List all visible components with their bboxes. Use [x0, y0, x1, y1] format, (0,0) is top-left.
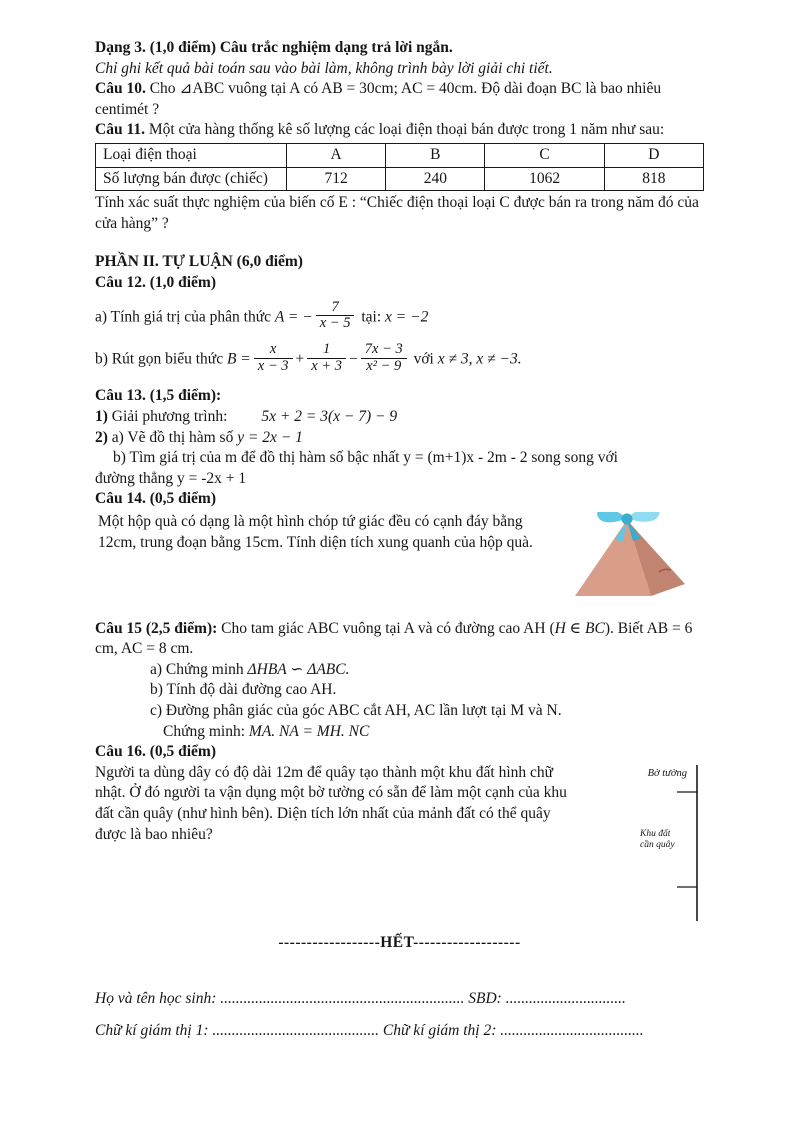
cau15-item-c: c) Đường phân giác của góc ABC cắt AH, AC lần lượt tại M và N. [150, 702, 562, 720]
cau11-question: Tính xác suất thực nghiệm của biến cố E : “Chiếc điện thoại loại C được bán ra trong năm đó của cửa hàng” ? [95, 194, 699, 232]
cau12-b-op2: − [349, 350, 358, 368]
cau15-item-c2-math: MA. NA = MH. NC [248, 722, 370, 740]
cau15-item-c2-pre: Chứng minh: [163, 722, 249, 740]
table-cell-col-d: D [604, 144, 703, 168]
cau13-part1-equation: 5x + 2 = 3(x − 7) − 9 [261, 407, 398, 425]
fraction-a-numerator: 7 [316, 300, 355, 317]
student-name-line [95, 989, 704, 1010]
cau12-a-value: x = −2 [385, 308, 429, 326]
cau13-part2b-line2: đường thẳng y = -2x + 1 [95, 469, 247, 487]
cau14-section [95, 512, 704, 611]
table-cell-type-label: Loại điện thoại [96, 144, 287, 168]
cau12-item-a [95, 298, 704, 334]
fraction-a-denominator: x − 5 [319, 315, 351, 332]
cau12-item-b [95, 341, 704, 376]
table-values-row [96, 167, 704, 191]
cau15-label: Câu 15 (2,5 điểm): [95, 619, 218, 637]
cau13-heading: Câu 13. (1,5 điểm): [95, 387, 222, 405]
cau13-part1-label: 1) [95, 407, 108, 425]
cau10-paragraph [95, 79, 704, 120]
cau12-a-pre: a) Tính giá trị của phân thức [95, 308, 275, 326]
fraction-b1-numerator: x [254, 342, 293, 359]
cau13-part2a-equation: y = 2x − 1 [237, 428, 303, 446]
gift-box-svg [559, 512, 699, 604]
cau15-intro-b: ). Biết AB = 6 cm, AC = 8 cm. [95, 619, 693, 658]
dang3-heading: Dạng 3. (1,0 điểm) Câu trắc nghiệm dạng trả lời ngắn. [95, 39, 453, 56]
cau12-b-pre: b) Rút gọn biểu thức [95, 350, 227, 368]
cau15-item-a-math: ΔHBA ∽ ΔABC. [247, 660, 350, 678]
cau11-paragraph [95, 120, 704, 141]
cau16-section [95, 763, 704, 921]
table-cell-val-d: 818 [604, 167, 703, 191]
phan2-heading: PHẦN II. TỰ LUẬN (6,0 điểm) [95, 253, 303, 271]
table-header-row [96, 144, 704, 168]
cau11-label: Câu 11. [95, 121, 145, 139]
cau14-heading: Câu 14. (0,5 điểm) [95, 490, 216, 508]
dang3-note: Chỉ ghi kết quả bài toán sau vào bài làm, không trình bày lời giải chi tiết. [95, 59, 553, 77]
table-cell-col-c: C [485, 144, 604, 168]
cau12-a-mid: tại: [357, 308, 386, 326]
bow-knot [622, 513, 633, 524]
cau15-intro [95, 619, 704, 660]
fraction-b3-denominator: x² − 9 [366, 357, 402, 374]
land-label: Khu đất cần quây [640, 828, 675, 851]
cau16-heading: Câu 16. (0,5 điểm) [95, 743, 216, 761]
examiner1-label: Chữ kí giám thị 1: ........................................... [95, 1022, 380, 1040]
cau14-text: Một hộp quà có dạng là một hình chóp tứ giác đều có cạnh đáy bằng 12cm, trung đoạn bằng 15cm. Tính diện tích xung quanh của hộp quà. [98, 512, 533, 551]
cau15-intro-math: H ∈ BC [554, 619, 605, 637]
cau13-part2-label: 2) [95, 428, 108, 446]
cau12-b-condition: x ≠ 3, x ≠ −3. [437, 350, 522, 368]
footer [95, 989, 704, 1041]
fraction-b2-numerator: 1 [307, 342, 346, 359]
phone-sales-table [95, 143, 704, 191]
table-cell-val-c: 1062 [485, 167, 604, 191]
cau13-part1 [95, 407, 704, 428]
cau12-b-op1: + [295, 350, 305, 368]
cau10-label: Câu 10. [95, 80, 146, 98]
table-cell-qty-label: Số lượng bán được (chiếc) [96, 167, 287, 191]
fraction-b3 [361, 342, 407, 374]
fraction-a [316, 300, 355, 332]
cau15-item-a-pre: a) Chứng minh [150, 660, 248, 678]
table-cell-col-b: B [386, 144, 485, 168]
cau15-item-c2 [163, 722, 704, 743]
cau10-text: Cho ⊿ABC vuông tại A có AB = 30cm; AC = 40cm. Độ dài đoạn BC là bao nhiêu centimét ? [95, 80, 662, 118]
cau12-b-lhs: B = [226, 350, 251, 368]
cau15-item-a [150, 660, 704, 681]
cau15-intro-a: Cho tam giác ABC vuông tại A và có đường cao AH ( [217, 619, 555, 637]
cau12-a-lhs: A = − [274, 308, 313, 326]
cau16-text: Người ta dùng dây có độ dài 12m để quây tạo thành một khu đất hình chữ nhật. Ở đó người ta vận dụng một bờ tường có sẵn để làm một cạnh của khu đất cần quây (như hình bên). Diện tích lớn nhất của mảnh đất có thể quây được là bao nhiêu? [95, 763, 567, 843]
student-name-label: Họ và tên học sinh: ............................................................... [95, 990, 465, 1008]
cau13-part2a [95, 428, 704, 449]
wall-label: Bờ tường [647, 767, 687, 779]
cau13-part2b-line1: b) Tìm giá trị của m để đồ thị hàm số bậc nhất y = (m+1)x - 2m - 2 song song với [113, 449, 618, 467]
cau15-section [95, 619, 704, 743]
cau15-item-b: b) Tính độ dài đường cao AH. [150, 681, 337, 699]
section-spacer [95, 234, 704, 252]
cau12-heading: Câu 12. (1,0 điểm) [95, 274, 216, 292]
cau11-text: Một cửa hàng thống kê số lượng các loại điện thoại bán được trong 1 năm như sau: [144, 121, 665, 139]
fraction-b2 [307, 342, 346, 374]
end-divider: ------------------HẾT------------------- [278, 933, 521, 951]
cau12-b-mid: với [409, 350, 438, 368]
examiner-line [95, 1021, 704, 1042]
land-plot-diagram [594, 765, 702, 921]
fraction-b1 [254, 342, 293, 374]
table-cell-val-b: 240 [386, 167, 485, 191]
gift-box-illustration [554, 512, 704, 611]
sbd-label: SBD: ............................... [464, 990, 626, 1008]
fraction-b3-numerator: 7x − 3 [361, 342, 407, 359]
fraction-b1-denominator: x − 3 [257, 357, 289, 374]
cau13-part2a-text: a) Vẽ đồ thị hàm số [107, 428, 238, 446]
fraction-b2-denominator: x + 3 [311, 357, 342, 374]
table-cell-val-a: 712 [287, 167, 386, 191]
table-cell-col-a: A [287, 144, 386, 168]
cau13-part1-text: Giải phương trình: [107, 407, 228, 425]
examiner2-label: Chữ kí giám thị 2: ..................................... [379, 1022, 644, 1040]
